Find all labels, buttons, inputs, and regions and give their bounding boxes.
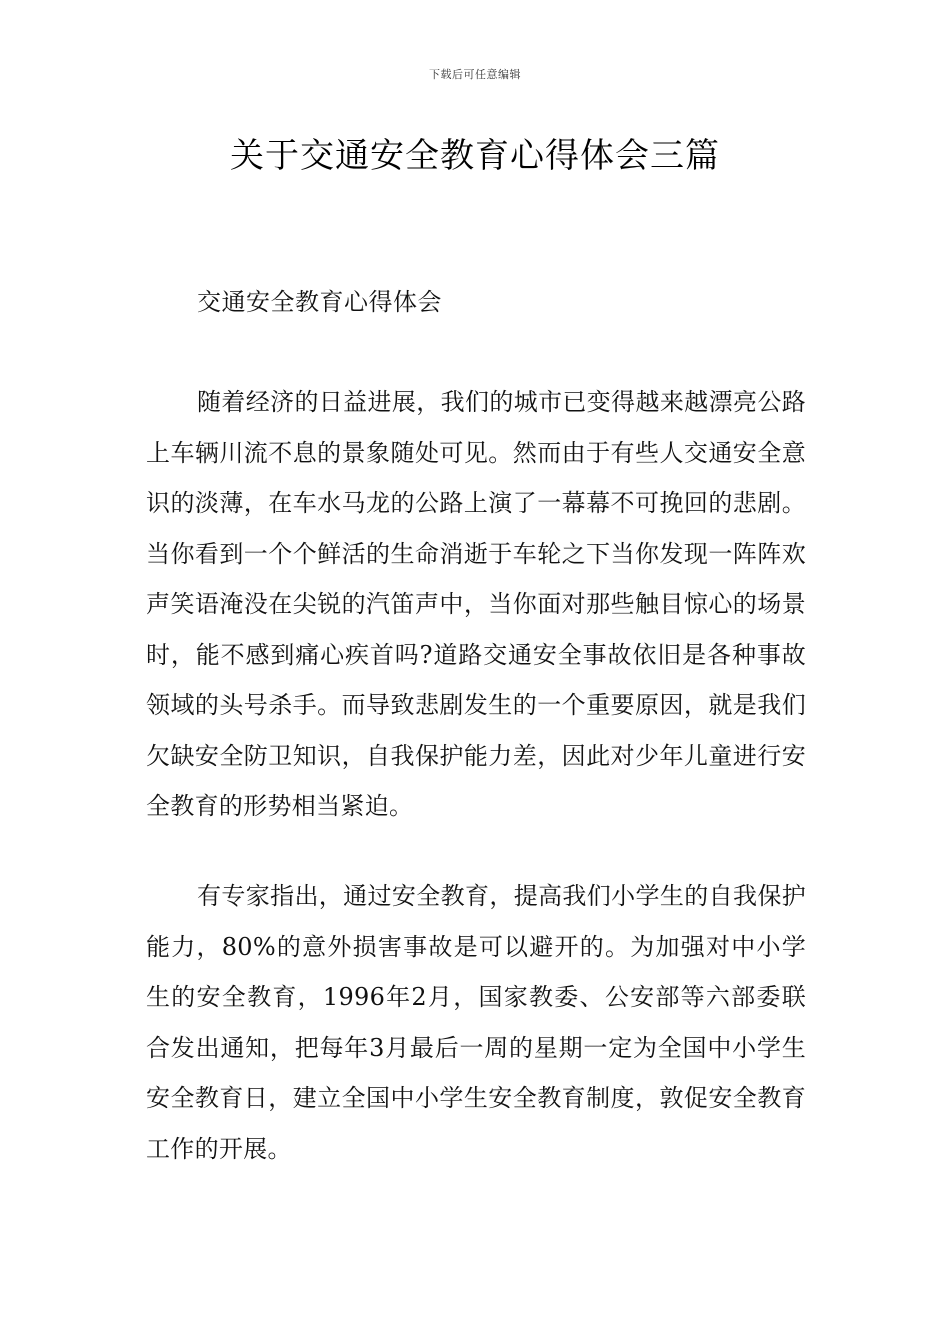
document-title: 关于交通安全教育心得体会三篇 xyxy=(230,136,720,176)
body-paragraph-2: 有专家指出，通过安全教育，提高我们小学生的自我保护能力，80%的意外损害事故是可以避开的。为加强对中小学生的安全教育，1996年2月，国家教委、公安部等六部委联合发出通知，把每年3月最后一周的星期一定为全国中小学生安全教育日，建立全国中小学生安全教育制度，敦促安全教育工作的开展。 xyxy=(146,882,806,1163)
body-paragraph-1: 随着经济的日益进展，我们的城市已变得越来越漂亮公路上车辆川流不息的景象随处可见。然而由于有些人交通安全意识的淡薄，在车水马龙的公路上演了一幕幕不可挽回的悲剧。当你看到一个个鲜活的生命消逝于车轮之下当你发现一阵阵欢声笑语淹没在尖锐的汽笛声中，当你面对那些触目惊心的场景时，能不感到痛心疾首吗?道路交通安全事故依旧是各种事故领域的头号杀手。而导致悲剧发生的一个重要原因，就是我们欠缺安全防卫知识，自我保护能力差，因此对少年儿童进行安全教育的形势相当紧迫。 xyxy=(146,388,806,820)
section-heading: 交通安全教育心得体会 xyxy=(197,288,442,316)
header-note: 下载后可任意编辑 xyxy=(429,68,521,81)
